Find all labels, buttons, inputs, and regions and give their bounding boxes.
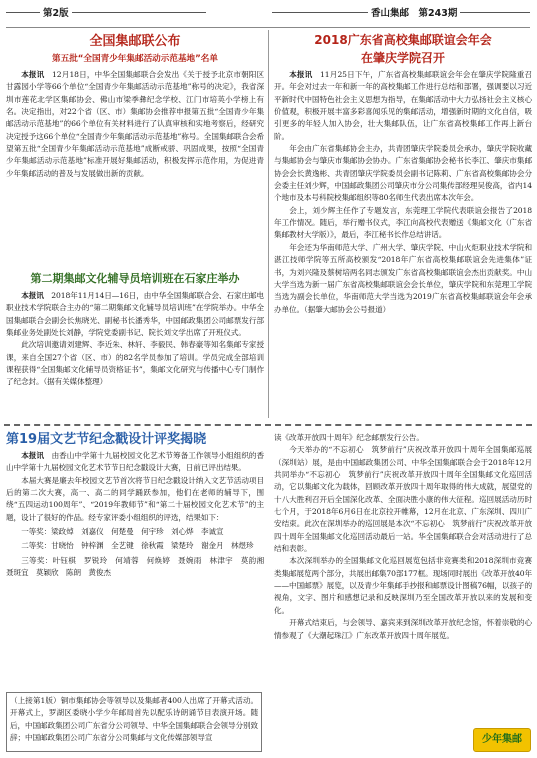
article2-text-1: 2018年11月14日—16日，由中华全国集邮联合会、石家庄邮电职业技术学院联合主办的“第二期集邮文化辅导员培训班”在学院举办。中华全国集邮联合会副会长焦晓光、副秘书长潘秀华，中国邮政集团公司邮票发行部集邮业务处副处长刘静，学院党委副书记、院长刘文学出席了开班仪式。 — [6, 291, 265, 338]
header-edition: 第2版 — [40, 5, 72, 19]
article4-lead: 本报讯 — [21, 451, 44, 460]
article3-text-1: 11月25日下午，广东省高校集邮联谊会年会在肇庆学院隆重召开。年会对过去一年和新一年的高校集邮工作进行总结和部署，强调要以习近平新时代中国特色社会主义思想为指导，在集邮活动中大力弘扬社会主义核心价值观，积极开展丰富多彩喜闻乐见的集邮活动，增强新时期的文化自信，吸引更多的年轻人加入协会，壮大集邮队伍，让广东省高校集邮工作再上新台阶。 — [274, 70, 532, 141]
section-divider — [4, 424, 532, 426]
continued-note: （上接第1版）铜市集邮协会等领导以及集邮者400人出席了开幕式活动。开幕式上，罗湖区委晓小学少年邮局首先以配乐诗朗诵节目表演开场。随后，中国邮政集团公司广东省分公司领导、中华全国集邮联合会领导分别致辞；中国邮政集团公司广东省分公司集邮与文化传媒部领导宣 — [10, 696, 258, 743]
award-second: 二等奖：甘晓怡 钟梓渊 全艺键 徐秋霞 梁楚玲 谢金月 林煜珍 — [21, 541, 254, 551]
article4-title: 第19届文艺节纪念戳设计评奖揭晓 — [6, 432, 207, 447]
article1-lead: 本报讯 — [21, 70, 45, 79]
header-rule-left — [6, 12, 206, 13]
article-exhibition-continued — [274, 432, 532, 732]
article1-paragraph — [6, 69, 264, 180]
youth-philately-logo — [473, 728, 531, 752]
article3-paragraph-4: 年会还为华南师范大学、广州大学、肇庆学院、中山火炬职业技术学院和湛江技师学院等五所高校颁发“2018年广东省高校集邮联谊会先进集体”证书，为刘兴隆及蔡树培两名同志颁发广东省高校集邮联谊会杰出贡献奖。中山大学当选为新一届广东省高校集邮联谊会会长单位，肇庆学院和东莞理工学院当选为副会长单位，华南师范大学当选为2019广东省高校集邮联谊会年会承办单位。（据肇大邮协会公号报道） — [274, 242, 532, 314]
column-divider — [268, 30, 269, 418]
award-first: 一等奖：梁政焯 刘嘉仪 何楚曼 何宇珍 刘心烨 李诚宣 — [21, 527, 224, 537]
article2-lead: 本报讯 — [21, 291, 44, 300]
article-annual-meeting — [274, 32, 532, 422]
page-header — [0, 0, 537, 27]
article1-subtitle: 第五批“全国青少年集邮活动示范基地”名单 — [52, 54, 218, 64]
logo-text: 少年集邮 — [482, 734, 522, 745]
article1-text: 12月18日，中华全国集邮联合会发出《关于授予北京市朝阳区甘露园小学等66个单位“全国青少年集邮活动示范基地”称号的决定》，我省深圳市莲花北学区集邮协会、佛山市梁季彝纪念学校、江门市培英小学榜上有名。决定指出，对22个省（区、市）集邮协会推荐申报第五批“全国青少年集邮活动示范基地”的66个单位有关材料进行了认真审核和实地考察后，经研究决定授予这66个单位“全国青少年集邮活动示范基地”称号。全国集邮联合会希望第五批“全国青少年集邮活动示范基地”成断戒骄、巩固成果，按照“全国青少年集邮活动示范基地”标准开展好集邮活动，积极发挥示范作用，为促进青少年集邮活动的普及与发展做出新的贡献。 — [6, 70, 264, 178]
header-underline — [6, 27, 530, 28]
article3-lead: 本报讯 — [289, 70, 313, 79]
article3-title: 2018广东省高校集邮联谊会年会 — [314, 33, 492, 47]
award-third: 三等奖：叶钰棋 罗锐玲 何靖蓉 何焕婷 聂婉雨 林津宇 莫韵湘 聂斑宜 莫颖欣 陈朗 黄俊杰 — [6, 555, 272, 578]
article2-title: 第二期集邮文化辅导员培训班在石家庄举办 — [30, 272, 240, 285]
continued-note-box — [6, 692, 262, 752]
article4-text-1: 由香山中学第十九届校园文化艺术节筹备工作领导小组组织的香山中学第十九届校园文化艺术节节日纪念戳设计大赛，日前已评出结果。 — [6, 451, 264, 473]
continued-paragraph-1: 读《改革开放四十周年》纪念邮票发行公告。 — [274, 433, 424, 442]
article3-title-line2: 在肇庆学院召开 — [360, 51, 445, 65]
continued-paragraph-3: 本次深圳举办的全国集邮文化巡回展览包括非竞赛类和2018深圳市竞赛类集邮展览两个部分，共展出邮集70部177框。现场同时展出《改革开放40年——中国邮票》展览，以及青少年集邮手抄报和邮票设计图稿76幅，以孩子的视角，文字、图片和感想记录和反映深圳乃至全国改革开放以来的发展和变化。 — [274, 556, 532, 615]
article2-paragraph-2: 此次培训邀请刘建辉、李近朱、林轩、李毅民、韩春豪等知名集邮专家授课，来自全国27个省（区、市）的82名学员参加了培训。学员完成全部培训课程获得“全国集邮文化辅导员资格证书”，集邮文化研究与传播中心专门制作了纪念封。（据有关媒体整理） — [6, 340, 264, 387]
article3-paragraph-1 — [274, 69, 532, 143]
article4-paragraph-2: 本届大赛是廉去年校园文艺节首次将节日纪念戳设计纳入文艺节活动项目后的第二次大赛，高一、高二的同学踊跃参加，他们在老师的辅导下，围绕“五四运动100周年”、“2019年教师节”和“第二十届校园文化艺术节”的主题，设计了很好的作品。经专家评委小组组织的评选，结果如下： — [6, 475, 264, 522]
article3-paragraph-2: 年会由广东省集邮协会主办，共青团肇庆学院委员会承办，肇庆学院收藏与集邮协会与肇庆市集邮协会协办。广东省集邮协会秘书长李江、肇庆市集邮协会会长黄逸彬、共青团肇庆学院委员会副书记陈莉、广东省高校集邮协会分会委主任刘少辉，中国邮政集团公司肇庆市分公司集传部经理吴俊高，省内14个地市及本号科院校集邮组织等80名师生代表出席本次年会。 — [274, 144, 532, 203]
header-issue: 香山集邮 第243期 — [368, 5, 460, 19]
article-award-list — [6, 32, 264, 276]
article-training — [6, 270, 264, 422]
article1-title: 全国集邮联公布 — [89, 34, 181, 49]
article-postmark-contest — [6, 430, 272, 688]
continued-paragraph-2: 今天举办的“不忘初心 筑梦前行”庆祝改革开放四十周年全国集邮巡展（深圳站）展，是由中国邮政集团公司、中华全国集邮联合会于2018年12月共同举办“不忘初心 筑梦前行”庆祝改革开放四十周年全国集邮文化巡回活动，它以集邮文化为载体，回顾改革开放四十周年取得的伟大成就，展望党的十八大胜利召开后全国深化改革、全面决胜小康的伟大征程。巡回展活动历时七个月，于2018年6月6日在北京拉开帷幕，12月在北京、广东深圳、四川广安结束。此次在深圳举办的巡回展是本次“不忘初心 筑梦前行”庆祝改革开放四十周年全国集邮文化巡回活动最后一站。华全国集邮联合会对活动进行了总结和表彰。 — [274, 445, 532, 554]
article3-paragraph-3: 会上，刘少辉主任作了专题发言，东莞理工学院代表联谊会报告了2018年工作情况。随后，举行赠书仪式，李江向高校代表赠送《集邮文化（广东省集邮教材大学版）》，最后，李江秘书长作总结讲话。 — [274, 205, 532, 240]
article4-paragraph-1 — [6, 450, 264, 475]
article2-paragraph-1 — [6, 290, 264, 339]
continued-paragraph-4: 开幕式结束后，与会领导、嘉宾来到深圳改革开放纪念馆，怀着崇敬的心情参观了《大潮起珠江》广东改革开放四十周年展览。 — [274, 618, 532, 640]
